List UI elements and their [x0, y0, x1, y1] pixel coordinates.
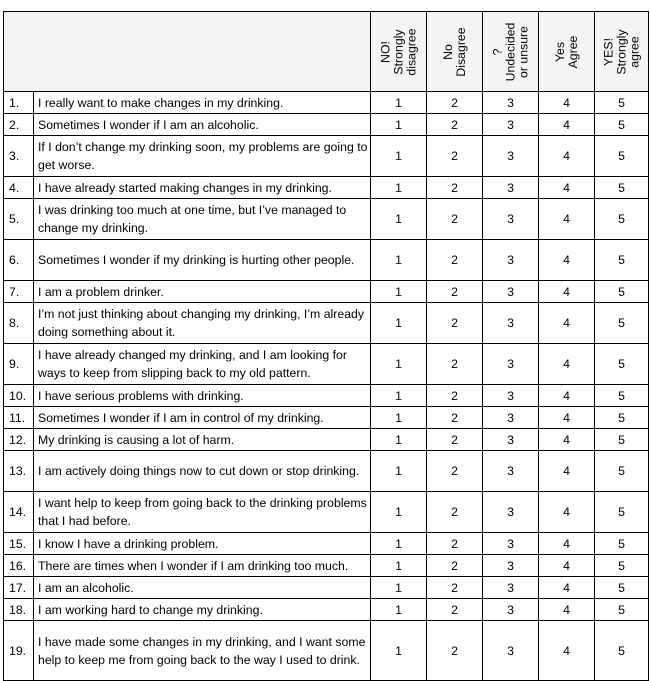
table-row — [4, 344, 649, 385]
rating-option-5[interactable]: 5 — [595, 451, 649, 492]
rating-option-3[interactable]: 3 — [483, 344, 539, 385]
item-number: 14. — [4, 492, 34, 533]
rating-option-2[interactable]: 2 — [427, 533, 483, 555]
table-row — [4, 407, 649, 429]
header-disagree: No Disagree — [427, 12, 483, 92]
table-row — [4, 281, 649, 303]
rating-option-4[interactable]: 4 — [539, 555, 595, 577]
rating-option-5[interactable]: 5 — [595, 114, 649, 136]
rating-option-2[interactable]: 2 — [427, 199, 483, 240]
rating-option-3[interactable]: 3 — [483, 114, 539, 136]
header-agree: Yes Agree — [539, 12, 595, 92]
item-number: 9. — [4, 344, 34, 385]
table-row — [4, 577, 649, 599]
rating-option-4[interactable]: 4 — [539, 114, 595, 136]
rating-option-4[interactable]: 4 — [539, 177, 595, 199]
rating-option-2[interactable]: 2 — [427, 407, 483, 429]
rating-option-1[interactable]: 1 — [371, 385, 427, 407]
item-number: 4. — [4, 177, 34, 199]
item-number: 11. — [4, 407, 34, 429]
rating-option-1[interactable]: 1 — [371, 136, 427, 177]
rating-option-1[interactable]: 1 — [371, 303, 427, 344]
rating-option-2[interactable]: 2 — [427, 344, 483, 385]
item-number: 13. — [4, 451, 34, 492]
item-statement: Sometimes I wonder if I am in control of my drinking. — [34, 407, 371, 429]
item-number: 6. — [4, 240, 34, 281]
rating-option-5[interactable]: 5 — [595, 577, 649, 599]
rating-option-5[interactable]: 5 — [595, 555, 649, 577]
item-statement: Sometimes I wonder if my drinking is hurting other people. — [34, 240, 371, 281]
item-statement: I have already changed my drinking, and I am looking for ways to keep from slipping back to my old pattern. — [34, 344, 371, 385]
rating-option-5[interactable]: 5 — [595, 621, 649, 681]
rating-option-3[interactable]: 3 — [483, 577, 539, 599]
rating-option-1[interactable]: 1 — [371, 92, 427, 114]
rating-option-3[interactable]: 3 — [483, 555, 539, 577]
rating-option-4[interactable]: 4 — [539, 303, 595, 344]
rating-option-1[interactable]: 1 — [371, 344, 427, 385]
table-row — [4, 385, 649, 407]
rating-option-3[interactable]: 3 — [483, 451, 539, 492]
table-row — [4, 599, 649, 621]
item-statement: My drinking is causing a lot of harm. — [34, 429, 371, 451]
item-number: 15. — [4, 533, 34, 555]
rating-option-4[interactable]: 4 — [539, 281, 595, 303]
rating-option-1[interactable]: 1 — [371, 199, 427, 240]
table-row — [4, 303, 649, 344]
rating-option-4[interactable]: 4 — [539, 344, 595, 385]
rating-option-1[interactable]: 1 — [371, 240, 427, 281]
rating-option-3[interactable]: 3 — [483, 492, 539, 533]
rating-option-1[interactable]: 1 — [371, 407, 427, 429]
rating-option-1[interactable]: 1 — [371, 621, 427, 681]
rating-option-3[interactable]: 3 — [483, 92, 539, 114]
item-number: 18. — [4, 599, 34, 621]
rating-option-3[interactable]: 3 — [483, 199, 539, 240]
table-row — [4, 199, 649, 240]
rating-option-4[interactable]: 4 — [539, 136, 595, 177]
rating-option-2[interactable]: 2 — [427, 492, 483, 533]
rating-option-2[interactable]: 2 — [427, 240, 483, 281]
item-number: 5. — [4, 199, 34, 240]
item-statement: I have made some changes in my drinking, and I want some help to keep me from going back to the way I used to drink. — [34, 621, 371, 681]
item-number: 3. — [4, 136, 34, 177]
rating-option-4[interactable]: 4 — [539, 621, 595, 681]
rating-option-3[interactable]: 3 — [483, 385, 539, 407]
rating-option-4[interactable]: 4 — [539, 429, 595, 451]
item-number: 16. — [4, 555, 34, 577]
table-row — [4, 177, 649, 199]
rating-option-4[interactable]: 4 — [539, 199, 595, 240]
rating-option-3[interactable]: 3 — [483, 240, 539, 281]
rating-option-5[interactable]: 5 — [595, 385, 649, 407]
rating-option-5[interactable]: 5 — [595, 407, 649, 429]
rating-option-5[interactable]: 5 — [595, 492, 649, 533]
rating-option-1[interactable]: 1 — [371, 114, 427, 136]
rating-option-2[interactable]: 2 — [427, 429, 483, 451]
item-number: 17. — [4, 577, 34, 599]
rating-option-2[interactable]: 2 — [427, 577, 483, 599]
item-number: 10. — [4, 385, 34, 407]
rating-option-4[interactable]: 4 — [539, 599, 595, 621]
table-row — [4, 492, 649, 533]
rating-option-3[interactable]: 3 — [483, 429, 539, 451]
questionnaire-table — [3, 11, 649, 681]
rating-option-4[interactable]: 4 — [539, 407, 595, 429]
rating-option-1[interactable]: 1 — [371, 492, 427, 533]
item-statement: I really want to make changes in my drinking. — [34, 92, 371, 114]
rating-option-5[interactable]: 5 — [595, 199, 649, 240]
rating-option-2[interactable]: 2 — [427, 621, 483, 681]
item-number: 7. — [4, 281, 34, 303]
table-row — [4, 429, 649, 451]
rating-option-5[interactable]: 5 — [595, 599, 649, 621]
rating-option-1[interactable]: 1 — [371, 451, 427, 492]
item-statement: I have already started making changes in my drinking. — [34, 177, 371, 199]
rating-option-3[interactable]: 3 — [483, 533, 539, 555]
header-strongly-agree: YES! Strongly agree — [595, 12, 649, 92]
rating-option-1[interactable]: 1 — [371, 555, 427, 577]
rating-option-4[interactable]: 4 — [539, 451, 595, 492]
item-statement: I am actively doing things now to cut down or stop drinking. — [34, 451, 371, 492]
rating-option-5[interactable]: 5 — [595, 344, 649, 385]
item-statement: I am a problem drinker. — [34, 281, 371, 303]
rating-option-3[interactable]: 3 — [483, 136, 539, 177]
rating-option-2[interactable]: 2 — [427, 136, 483, 177]
rating-option-2[interactable]: 2 — [427, 303, 483, 344]
rating-option-2[interactable]: 2 — [427, 451, 483, 492]
item-number: 1. — [4, 92, 34, 114]
rating-option-2[interactable]: 2 — [427, 92, 483, 114]
header-row — [4, 12, 649, 92]
rating-option-5[interactable]: 5 — [595, 240, 649, 281]
rating-option-1[interactable]: 1 — [371, 281, 427, 303]
item-statement: If I don’t change my drinking soon, my problems are going to get worse. — [34, 136, 371, 177]
item-statement: I want help to keep from going back to the drinking problems that I had before. — [34, 492, 371, 533]
rating-option-3[interactable]: 3 — [483, 407, 539, 429]
header-undecided: ? Undecided or unsure — [483, 12, 539, 92]
rating-option-3[interactable]: 3 — [483, 303, 539, 344]
rating-option-4[interactable]: 4 — [539, 577, 595, 599]
rating-option-5[interactable]: 5 — [595, 429, 649, 451]
questionnaire-body — [4, 92, 649, 681]
item-statement: I’m not just thinking about changing my drinking, I’m already doing something about it. — [34, 303, 371, 344]
rating-option-3[interactable]: 3 — [483, 599, 539, 621]
rating-option-5[interactable]: 5 — [595, 92, 649, 114]
rating-option-3[interactable]: 3 — [483, 621, 539, 681]
table-row — [4, 136, 649, 177]
rating-option-4[interactable]: 4 — [539, 533, 595, 555]
table-row — [4, 114, 649, 136]
item-number: 12. — [4, 429, 34, 451]
rating-option-2[interactable]: 2 — [427, 555, 483, 577]
table-row — [4, 555, 649, 577]
table-row — [4, 533, 649, 555]
rating-option-5[interactable]: 5 — [595, 281, 649, 303]
rating-option-5[interactable]: 5 — [595, 136, 649, 177]
item-statement: I am an alcoholic. — [34, 577, 371, 599]
header-blank-cell — [4, 12, 371, 92]
item-statement: Sometimes I wonder if I am an alcoholic. — [34, 114, 371, 136]
item-statement: I have serious problems with drinking. — [34, 385, 371, 407]
rating-option-5[interactable]: 5 — [595, 303, 649, 344]
header-strongly-disagree: NO! Strongly disagree — [371, 12, 427, 92]
rating-option-1[interactable]: 1 — [371, 533, 427, 555]
rating-option-2[interactable]: 2 — [427, 281, 483, 303]
table-row — [4, 240, 649, 281]
rating-option-1[interactable]: 1 — [371, 177, 427, 199]
rating-option-1[interactable]: 1 — [371, 599, 427, 621]
rating-option-1[interactable]: 1 — [371, 429, 427, 451]
table-row — [4, 92, 649, 114]
rating-option-4[interactable]: 4 — [539, 492, 595, 533]
item-statement: There are times when I wonder if I am drinking too much. — [34, 555, 371, 577]
rating-option-2[interactable]: 2 — [427, 385, 483, 407]
item-statement: I know I have a drinking problem. — [34, 533, 371, 555]
rating-option-3[interactable]: 3 — [483, 281, 539, 303]
table-row — [4, 451, 649, 492]
rating-option-4[interactable]: 4 — [539, 92, 595, 114]
table-row — [4, 621, 649, 681]
rating-option-3[interactable]: 3 — [483, 177, 539, 199]
item-number: 2. — [4, 114, 34, 136]
rating-option-5[interactable]: 5 — [595, 177, 649, 199]
rating-option-2[interactable]: 2 — [427, 114, 483, 136]
item-number: 19. — [4, 621, 34, 681]
rating-option-5[interactable]: 5 — [595, 533, 649, 555]
item-number: 8. — [4, 303, 34, 344]
item-statement: I am working hard to change my drinking. — [34, 599, 371, 621]
rating-option-2[interactable]: 2 — [427, 599, 483, 621]
rating-option-4[interactable]: 4 — [539, 385, 595, 407]
rating-option-2[interactable]: 2 — [427, 177, 483, 199]
rating-option-4[interactable]: 4 — [539, 240, 595, 281]
rating-option-1[interactable]: 1 — [371, 577, 427, 599]
item-statement: I was drinking too much at one time, but I’ve managed to change my drinking. — [34, 199, 371, 240]
